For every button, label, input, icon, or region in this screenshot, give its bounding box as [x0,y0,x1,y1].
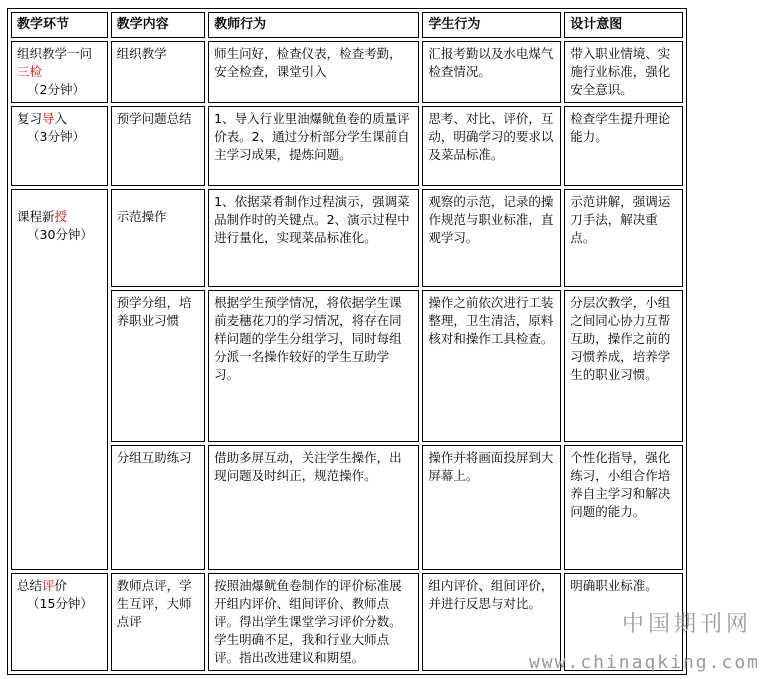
content-cell: 示范操作 [111,189,206,287]
student-cell: 操作之前依次进行工装整理，卫生清洁，原料核对和操作工具检查。 [422,290,561,442]
stage-name-tail: 价 [54,578,68,593]
watermark-url: www.chinaqking.com [528,652,760,673]
stage-duration: （15分钟） [27,596,93,611]
stage-name: 组织教学一问 [17,46,93,61]
teacher-cell: 师生问好，检查仪表，检查考勤，安全检查，课堂引入 [208,41,419,103]
stage-highlight: 导 [42,111,55,126]
intent-cell: 带入职业情境、实施行业标准，强化安全意识。 [564,41,683,103]
header-stage: 教学环节 [11,12,108,38]
stage-highlight: 授 [54,209,68,224]
stage-cell [11,106,108,186]
intent-cell: 检查学生提升理论能力。 [564,106,683,186]
intent-cell: 分层次教学，小组之间同心协力互帮互助，操作之前的习惯养成，培养学生的职业习惯。 [564,290,683,442]
intent-cell: 明确职业标准。 [564,573,683,671]
teacher-cell: 根据学生预学情况，将依据学生课前麦穗花刀的学习情况，将存在同样问题的学生分组学习，同时每组分派一名操作较好的学生互助学习。 [208,290,419,442]
watermark [529,607,760,673]
teacher-cell: 借助多屏互动，关注学生操作，出现问题及时纠正，规范操作。 [208,445,419,570]
stage-highlight: 评 [42,578,55,593]
intent-cell: 示范讲解，强调运刀手法，解决重点。 [564,189,683,287]
stage-cell [11,41,108,103]
teacher-cell: 1、依据菜肴制作过程演示，强调菜品制作时的关键点。2、演示过程中进行量化，实现菜品标准化。 [208,189,419,287]
student-cell: 汇报考勤以及水电煤气检查情况。 [422,41,561,103]
table-row [11,189,683,287]
stage-duration: （30分钟） [27,227,93,242]
header-student: 学生行为 [422,12,561,38]
header-row [11,12,683,38]
stage-name: 总结 [17,578,43,593]
stage-name: 复习 [17,111,43,126]
intent-cell: 个性化指导，强化练习，小组合作培养自主学习和解决问题的能力。 [564,445,683,570]
header-intent: 设计意图 [564,12,683,38]
content-cell: 教师点评，学生互评，大师点评 [111,573,206,671]
content-cell: 预学问题总结 [111,106,206,186]
content-cell: 组织教学 [111,41,206,103]
lesson-plan-table [7,8,687,675]
table-row [11,41,683,103]
stage-duration: （2分钟） [27,82,85,97]
teacher-cell: 1、导入行业里油爆鱿鱼卷的质量评价表。2、通过分析部分学生课前自主学习成果，提炼问题。 [208,106,419,186]
stage-duration: （3分钟） [27,129,85,144]
stage-highlight: 三检 [17,64,43,79]
table-row [11,445,683,570]
content-cell: 预学分组，培养职业习惯 [111,290,206,442]
student-cell: 操作并将画面投屏到大屏幕上。 [422,445,561,570]
watermark-text: 中国期刊网 [621,612,752,637]
stage-cell [11,573,108,671]
header-content: 教学内容 [111,12,206,38]
header-teacher: 教师行为 [208,12,419,38]
student-cell: 观察的示范，记录的操作规范与职业标准，直观学习。 [422,189,561,287]
teacher-cell: 按照油爆鱿鱼卷制作的评价标准展开组内评价、组间评价、教师点评。得出学生课堂学习评价分数。学生明确不足，我和行业大师点评。指出改进建议和期望。 [208,573,419,671]
stage-cell [11,189,108,570]
stage-name: 课程新 [17,209,55,224]
student-cell: 组内评价、组间评价，并进行反思与对比。 [422,573,561,671]
table-row [11,290,683,442]
content-cell: 分组互助练习 [111,445,206,570]
student-cell: 思考、对比、评价，互动，明确学习的要求以及菜品标准。 [422,106,561,186]
table-row [11,106,683,186]
stage-name-tail: 入 [54,111,68,126]
